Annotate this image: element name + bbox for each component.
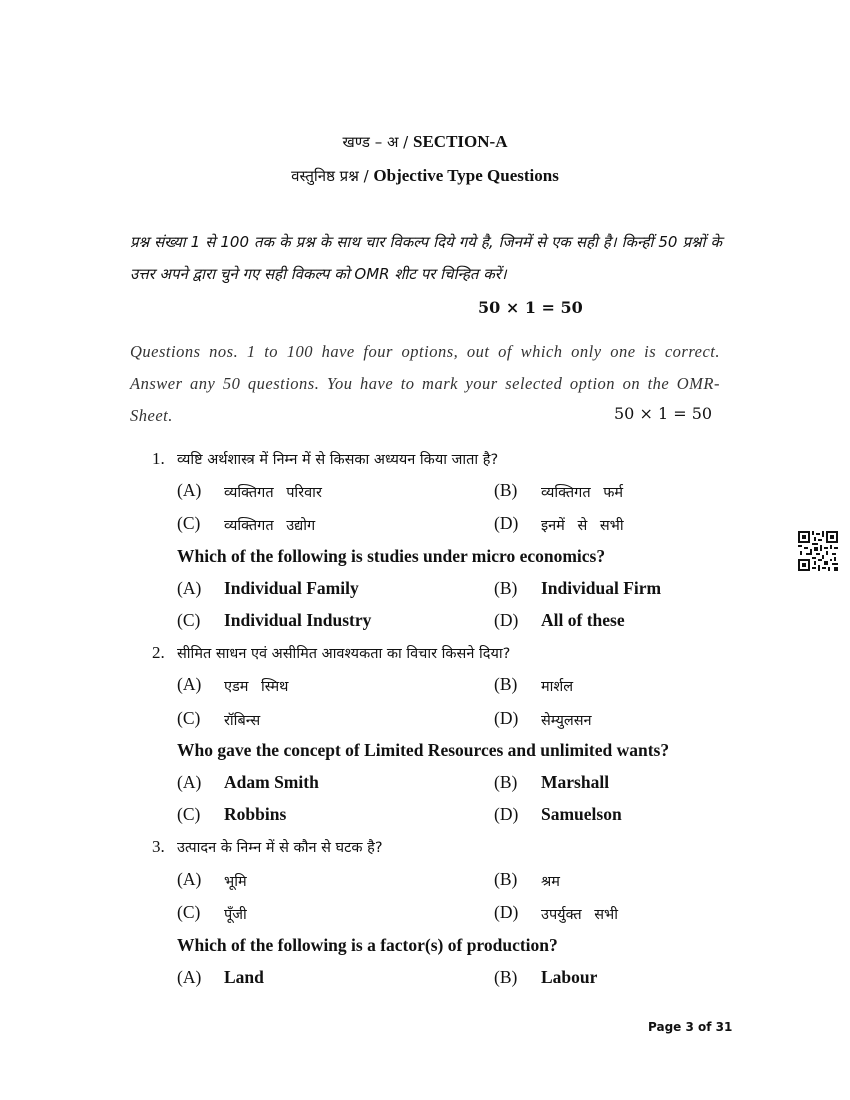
section-subheading: वस्तुनिष्ठ प्रश्न / Objective Type Questions (291, 166, 559, 185)
option-text-hindi: भूमि (224, 874, 247, 890)
option-label: (B) (494, 967, 518, 987)
option-label: (C) (177, 902, 201, 922)
option-label: (B) (494, 480, 518, 500)
option-text-english: Marshall (541, 772, 610, 792)
option-text-hindi: व्यक्तिगत परिवार (224, 485, 322, 501)
option-text-hindi: इनमें से सभी (541, 518, 624, 534)
option-text-english: Samuelson (541, 804, 622, 824)
instructions-english: Questions nos. 1 to 100 have four options, out of which only one is correct. Answer any 50 questions. You have to mark your selected option on the OMR-Sheet. (130, 342, 720, 425)
option-label: (A) (177, 674, 202, 694)
option-text-english: All of these (541, 610, 625, 630)
option-text-hindi: पूँजी (224, 907, 247, 923)
option-label: (B) (494, 578, 518, 598)
option-label: (A) (177, 869, 202, 889)
instructions-hindi: प्रश्न संख्या 1 से 100 तक के प्रश्न के साथ चार विकल्प दिये गये है, जिनमें से एक सही है। किन्हीं 50 प्रश्नों के उत्तर अपने द्वारा चुने गए सही विकल्प को OMR शीट पर चिन्हित करें। (130, 233, 722, 283)
question-text-english: Who gave the concept of Limited Resources and unlimited wants? (177, 740, 670, 760)
question-number: 2. (152, 643, 165, 662)
qr-code-icon (798, 531, 838, 571)
question-text-english: Which of the following is a factor(s) of production? (177, 935, 558, 955)
instructions-english-marks: 50 × 1 = 50 (614, 404, 713, 423)
instructions-hindi-marks: 50 × 1 = 50 (478, 298, 583, 317)
option-text-hindi: मार्शल (541, 679, 574, 695)
section-heading: खण्ड – अ / SECTION-A (342, 132, 508, 151)
option-label: (C) (177, 610, 201, 630)
option-text-hindi: व्यक्तिगत उद्योग (224, 518, 316, 534)
option-text-hindi: एडम स्मिथ (224, 679, 289, 695)
question-number: 1. (152, 449, 165, 468)
option-label: (A) (177, 480, 202, 500)
option-text-hindi: श्रम (541, 874, 560, 890)
option-label: (D) (494, 610, 519, 630)
option-label: (A) (177, 578, 202, 598)
option-text-english: Robbins (224, 804, 287, 824)
option-text-hindi: व्यक्तिगत फर्म (541, 485, 624, 501)
option-text-english: Labour (541, 967, 598, 987)
option-text-english: Individual Firm (541, 578, 662, 598)
option-label: (C) (177, 708, 201, 728)
option-text-hindi: रॉबिन्स (224, 713, 261, 729)
question-text-hindi: उत्पादन के निम्न में से कौन से घटक है? (177, 840, 383, 856)
option-label: (C) (177, 804, 201, 824)
question-text-english: Which of the following is studies under micro economics? (177, 546, 606, 566)
question-text-hindi: सीमित साधन एवं असीमित आवश्यकता का विचार किसने दिया? (177, 646, 511, 662)
option-label: (D) (494, 804, 519, 824)
option-text-english: Individual Family (224, 578, 359, 598)
option-label: (C) (177, 513, 201, 533)
option-label: (B) (494, 869, 518, 889)
option-text-english: Land (224, 967, 264, 987)
option-label: (A) (177, 967, 202, 987)
option-text-english: Individual Industry (224, 610, 372, 630)
option-text-hindi: सेम्युलसन (541, 713, 592, 729)
option-label: (D) (494, 902, 519, 922)
option-label: (A) (177, 772, 202, 792)
option-label: (B) (494, 674, 518, 694)
option-label: (D) (494, 513, 519, 533)
option-text-hindi: उपर्युक्त सभी (541, 907, 618, 923)
option-text-english: Adam Smith (224, 772, 319, 792)
option-label: (B) (494, 772, 518, 792)
page-number: Page 3 of 31 (648, 1020, 733, 1034)
question-text-hindi: व्यष्टि अर्थशास्त्र में निम्न में से किसका अध्ययन किया जाता है? (177, 452, 499, 468)
question-number: 3. (152, 837, 165, 856)
option-label: (D) (494, 708, 519, 728)
